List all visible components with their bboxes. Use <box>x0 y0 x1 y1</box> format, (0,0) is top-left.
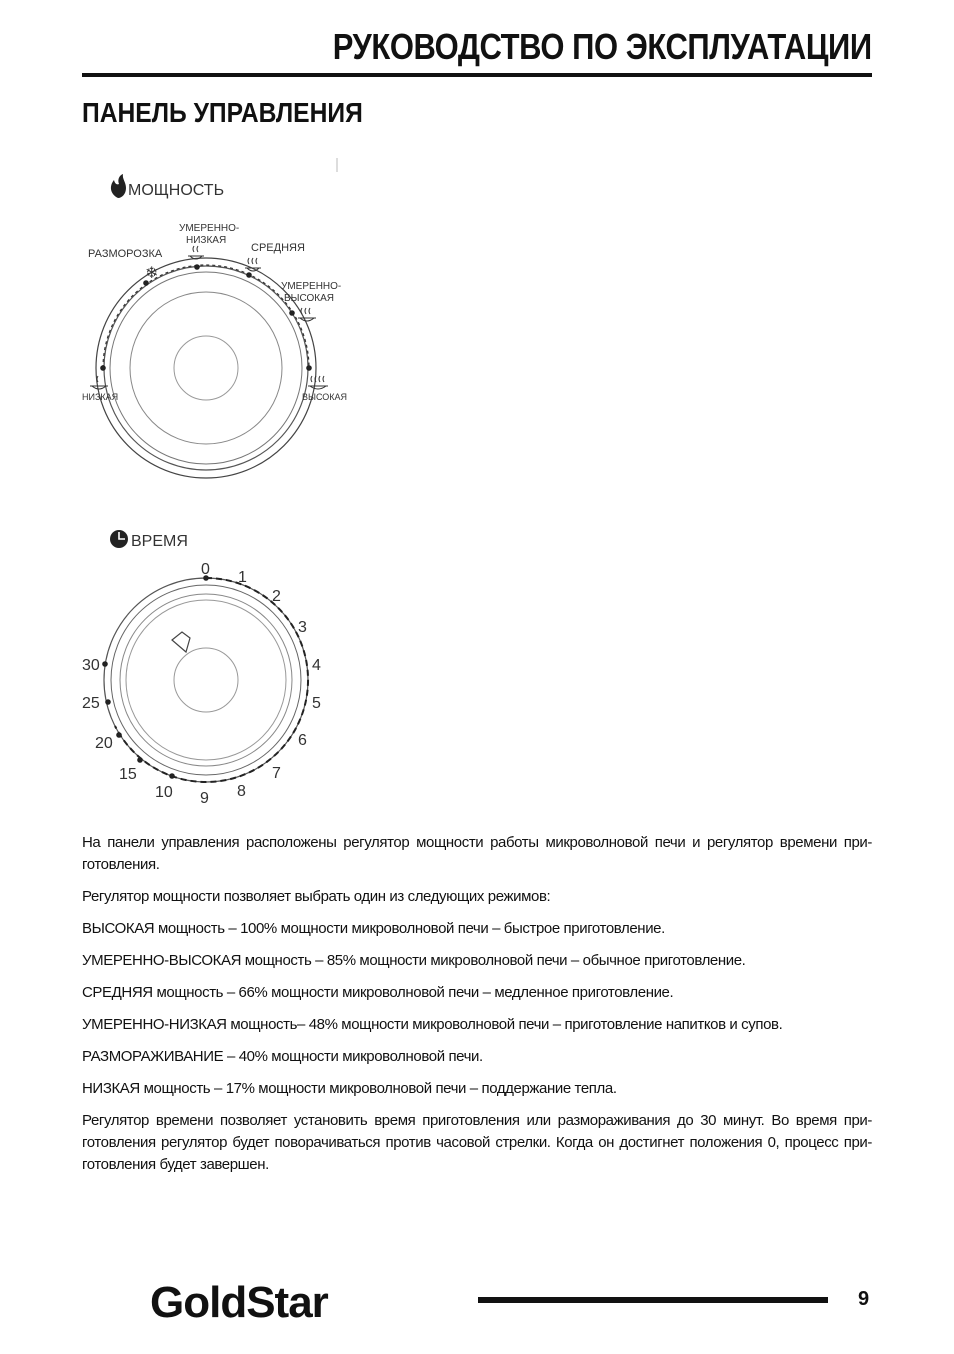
time-position-dot <box>105 699 111 705</box>
page-header-title: РУКОВОДСТВО ПО ЭКСПЛУАТАЦИИ <box>333 26 872 67</box>
time-mark: 3 <box>298 619 307 636</box>
power-position-dot <box>246 272 252 278</box>
power-label-low: НИЗКАЯ <box>82 392 119 402</box>
time-mark: 30 <box>82 657 100 674</box>
paragraph: Регулятор времени позволяет установить время приготовления или размораживания до 30 минут. Во время при-готовления регулятор будет поворачиваться против часовой стрелки. Когда он достигнет положения 0, процесс при-готовления будет завершен. <box>82 1112 872 1173</box>
time-position-dot <box>169 773 175 779</box>
power-dial-title: МОЩНОСТЬ <box>128 182 225 199</box>
time-mark: 8 <box>237 783 246 800</box>
time-mark: 7 <box>272 765 281 782</box>
paragraph: РАЗМОРАЖИВАНИЕ – 40% мощности микроволновой печи. <box>82 1048 483 1065</box>
paragraph: СРЕДНЯЯ мощность – 66% мощности микроволновой печи – медленное приготовление. <box>82 984 674 1001</box>
paragraph: УМЕРЕННО-ВЫСОКАЯ мощность – 85% мощности микроволновой печи – обычное приготовление. <box>82 952 746 969</box>
footer-divider <box>478 1297 828 1303</box>
steam-bowl-icon <box>298 308 316 321</box>
power-position-dot <box>100 365 106 371</box>
steam-bowl-icon <box>308 376 328 389</box>
time-mark: 1 <box>238 569 247 586</box>
time-mark: 2 <box>272 588 281 605</box>
power-label-medium-low: УМЕРЕННО- <box>179 223 240 234</box>
power-label-defrost: РАЗМОРОЗКА <box>88 248 163 260</box>
time-mark: 20 <box>95 735 113 752</box>
brand-logo: GoldStar <box>150 1278 328 1327</box>
time-mark: 10 <box>155 784 173 801</box>
time-mark: 4 <box>312 657 321 674</box>
time-mark: 25 <box>82 695 100 712</box>
paragraph: УМЕРЕННО-НИЗКАЯ мощность– 48% мощности микроволновой печи – приготовление напитков и супов. <box>82 1016 783 1033</box>
time-mark: 5 <box>312 695 321 712</box>
flame-icon <box>111 174 126 198</box>
time-mark: 9 <box>200 790 209 807</box>
power-position-dot <box>194 264 200 270</box>
power-label-medium-high-2: ВЫСОКАЯ <box>284 293 335 304</box>
instructions-text <box>82 832 872 1186</box>
time-mark: 15 <box>119 766 137 783</box>
power-label-high: ВЫСОКАЯ <box>302 392 348 402</box>
time-position-dot <box>116 732 122 738</box>
time-mark: 6 <box>298 732 307 749</box>
steam-bowl-icon <box>188 246 204 259</box>
time-mark: 0 <box>201 561 210 578</box>
pointer-indicator-icon <box>172 632 190 652</box>
clock-icon <box>110 530 128 548</box>
paragraph: ВЫСОКАЯ мощность – 100% мощности микроволновой печи – быстрое приготовление. <box>82 920 665 937</box>
snowflake-icon: ❄ <box>145 265 159 282</box>
power-position-dot <box>306 365 312 371</box>
section-title: ПАНЕЛЬ УПРАВЛЕНИЯ <box>82 97 363 128</box>
power-label-medium: СРЕДНЯЯ <box>251 242 305 254</box>
paragraph: НИЗКАЯ мощность – 17% мощности микроволновой печи – поддержание тепла. <box>82 1080 617 1097</box>
time-position-dot <box>102 661 108 667</box>
time-dial-title: ВРЕМЯ <box>131 533 188 550</box>
time-dial[interactable] <box>104 578 308 782</box>
power-label-medium-high: УМЕРЕННО- <box>281 281 342 292</box>
paragraph: Регулятор мощности позволяет выбрать один из следующих режимов: <box>82 888 551 905</box>
time-position-dot <box>137 757 143 763</box>
paragraph: На панели управления расположены регулятор мощности работы микроволновой печи и регулятор времени при-готовления. <box>82 834 872 873</box>
power-label-medium-low-2: НИЗКАЯ <box>186 235 227 246</box>
page-number: 9 <box>858 1288 870 1310</box>
power-position-dot <box>289 310 295 316</box>
